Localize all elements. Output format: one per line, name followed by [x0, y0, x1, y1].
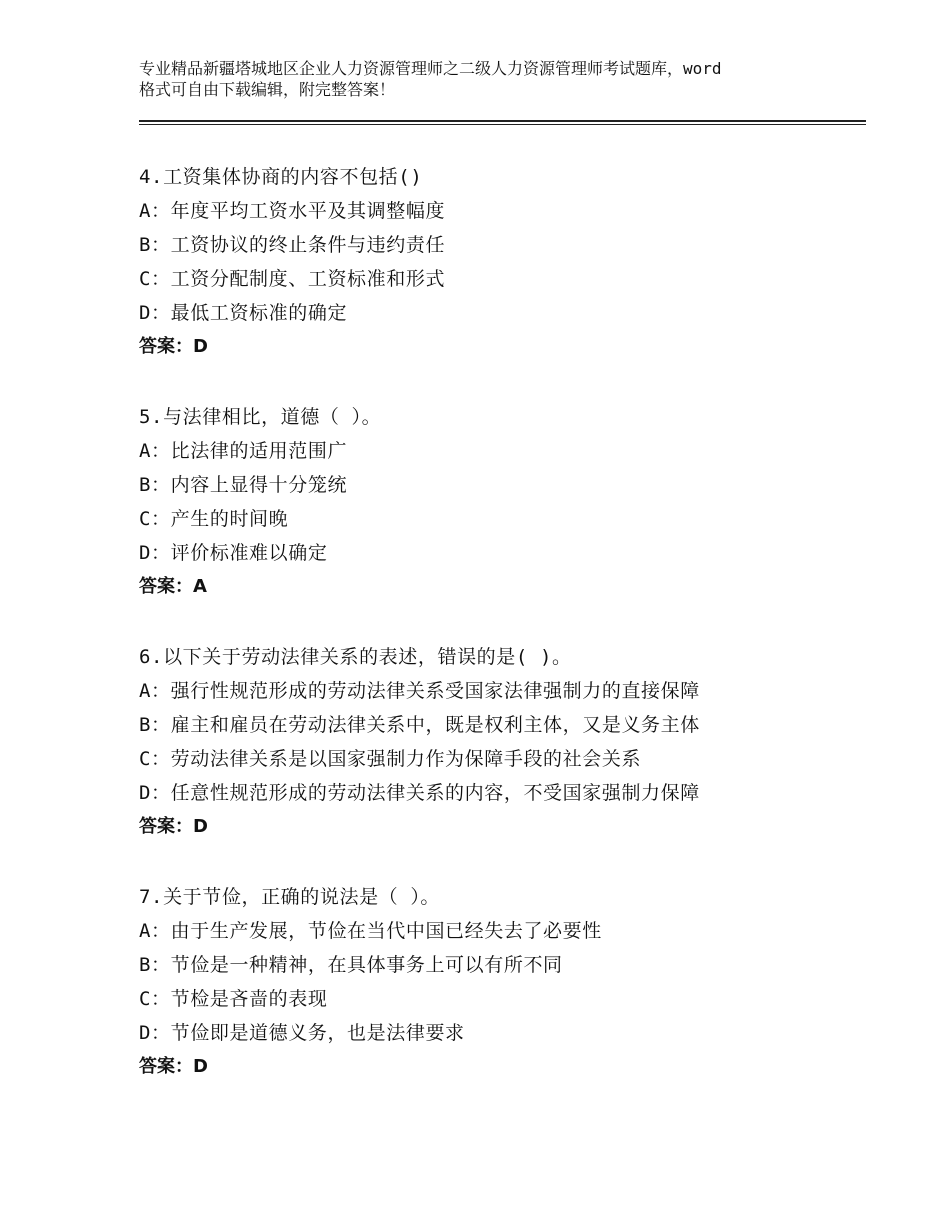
answer-label: 答案：D: [139, 1056, 208, 1077]
answer-label: 答案：A: [139, 576, 207, 597]
question-4: [139, 160, 879, 364]
option-b: B：雇主和雇员在劳动法律关系中，既是权利主体，又是义务主体: [139, 714, 700, 736]
question-stem: 5.与法律相比，道德（ ）。: [139, 406, 382, 428]
option-b: B：内容上显得十分笼统: [139, 474, 348, 496]
question-stem: 6.以下关于劳动法律关系的表述，错误的是( )。: [139, 646, 572, 668]
option-a: A：年度平均工资水平及其调整幅度: [139, 200, 446, 222]
header-divider-thick: [139, 120, 866, 122]
header-line-1: 专业精品新疆塔城地区企业人力资源管理师之二级人力资源管理师考试题库，word: [139, 59, 722, 78]
question-5: [139, 400, 879, 604]
question-7: [139, 880, 879, 1084]
question-list: [139, 160, 879, 1120]
option-c: C：节检是吝啬的表现: [139, 988, 328, 1010]
option-a: A：比法律的适用范围广: [139, 440, 348, 462]
option-c: C：劳动法律关系是以国家强制力作为保障手段的社会关系: [139, 748, 642, 770]
answer-label: 答案：D: [139, 336, 208, 357]
option-d: D：最低工资标准的确定: [139, 302, 348, 324]
option-d: D：节俭即是道德义务，也是法律要求: [139, 1022, 465, 1044]
header-divider-thin: [139, 124, 866, 125]
question-stem: 7.关于节俭，正确的说法是（ ）。: [139, 886, 441, 908]
question-6: [139, 640, 879, 844]
option-d: D：任意性规范形成的劳动法律关系的内容，不受国家强制力保障: [139, 782, 700, 804]
option-a: A：由于生产发展，节俭在当代中国已经失去了必要性: [139, 920, 602, 942]
option-a: A：强行性规范形成的劳动法律关系受国家法律强制力的直接保障: [139, 680, 700, 702]
option-b: B：节俭是一种精神，在具体事务上可以有所不同: [139, 954, 563, 976]
question-stem: 4.工资集体协商的内容不包括(): [139, 166, 423, 188]
option-c: C：产生的时间晚: [139, 508, 289, 530]
header-line-2: 格式可自由下载编辑，附完整答案！: [139, 80, 396, 99]
answer-label: 答案：D: [139, 816, 208, 837]
option-b: B：工资协议的终止条件与违约责任: [139, 234, 446, 256]
option-c: C：工资分配制度、工资标准和形式: [139, 268, 446, 290]
document-header: [139, 58, 839, 100]
option-d: D：评价标准难以确定: [139, 542, 328, 564]
